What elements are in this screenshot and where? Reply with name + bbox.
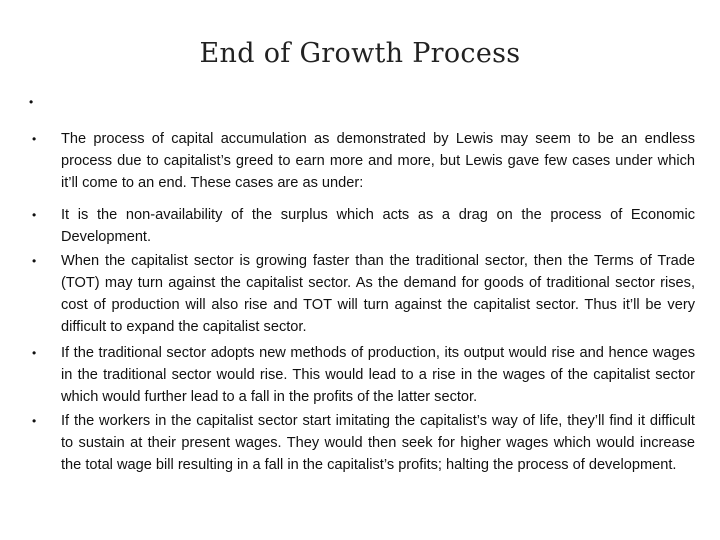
- bullet-text: It is the non-availability of the surplus which acts as a drag on the process of Economic Development.: [61, 207, 695, 245]
- bullet-item: [32, 342, 695, 408]
- bullet-text: When the capitalist sector is growing faster than the traditional sector, then the Terms of Trade (TOT) may turn against the capitalist sector. As the demand for goods of traditional sector rises, cost of production will also rise and TOT will turn against the capitalist sector. Thus it’ll be very difficult to expand the capitalist sector.: [61, 253, 695, 335]
- bullet-text: The process of capital accumulation as demonstrated by Lewis may seem to be an endless process due to capitalist’s greed to earn more and more, but Lewis gave few cases under which it’ll come to an end. These cases are as under:: [61, 131, 695, 191]
- bullet-item: [32, 410, 695, 476]
- bullet-dot: •: [32, 254, 37, 268]
- bullet-item: [32, 250, 695, 338]
- bullet-dot: •: [32, 346, 37, 360]
- bullet-item: [32, 204, 695, 248]
- bullet-text: If the workers in the capitalist sector start imitating the capitalist’s way of life, they’ll find it difficult to sustain at their present wages. They would then seek for higher wages which would increase the total wage bill resulting in a fall in the capitalist’s profits; halting the process of development.: [61, 413, 695, 473]
- bullet-dot: •: [32, 132, 37, 146]
- empty-bullet: •: [29, 95, 34, 109]
- bullet-list: [0, 128, 720, 476]
- bullet-text: If the traditional sector adopts new methods of production, its output would rise and hence wages in the traditional sector would rise. This would lead to a rise in the wages of the capitalist sector which would further lead to a fall in the profits of the latter sector.: [61, 345, 695, 405]
- bullet-item: [32, 128, 695, 194]
- bullet-dot: •: [32, 208, 37, 222]
- slide-title: End of Growth Process: [199, 38, 521, 69]
- bullet-dot: •: [32, 414, 37, 428]
